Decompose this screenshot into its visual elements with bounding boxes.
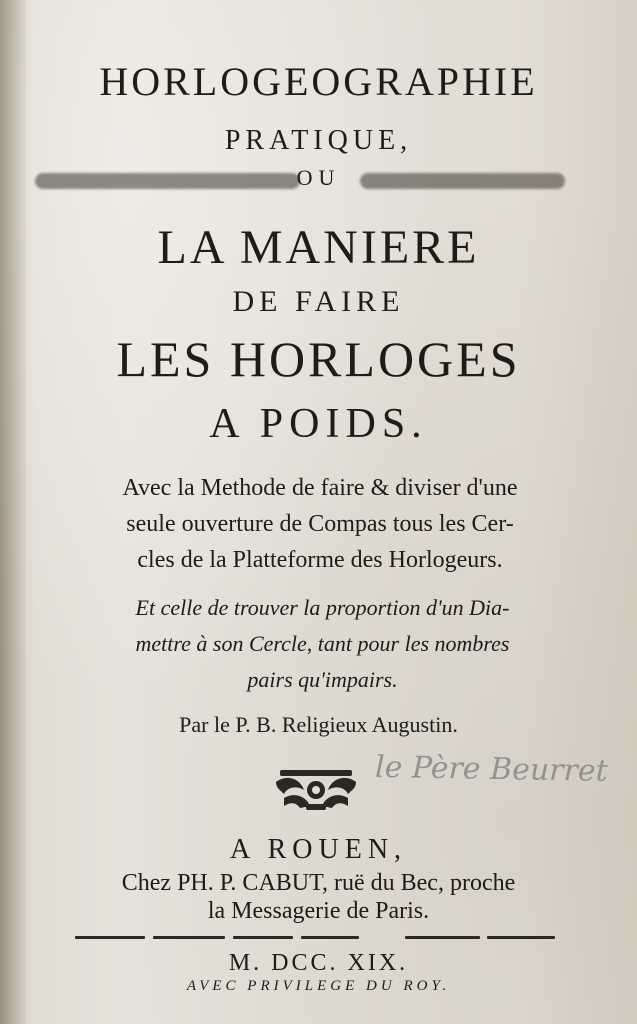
italic-description-line: pairs qu'impairs. <box>247 667 398 692</box>
rule-segment <box>75 936 145 939</box>
description-line: cles de la Platteforme des Horlogeurs. <box>137 547 503 573</box>
imprint-city: A ROUEN, <box>229 834 408 865</box>
description-paragraph <box>50 470 590 578</box>
title-line-1: HORLOGEOGRAPHIE <box>99 59 538 104</box>
rule-segment <box>233 936 293 939</box>
imprint-publisher-line-1: Chez PH. P. CABUT, ruë du Bec, proche <box>121 870 516 896</box>
imprint-publisher-line-2: la Messagerie de Paris. <box>207 898 430 924</box>
title-line-4: LA MANIERE <box>157 221 480 274</box>
description-line: Avec la Methode de faire & diviser d'une <box>122 475 518 501</box>
title-line-6: LES HORLOGES <box>116 331 521 387</box>
publication-date: M. DCC. XIX. <box>228 950 409 976</box>
handwritten-note: le Père Beurret <box>374 749 609 789</box>
description-line: seule ouverture de Compas tous les Cer- <box>126 511 514 537</box>
italic-description-paragraph <box>45 590 600 698</box>
dashed-rule <box>75 936 555 942</box>
rule-segment <box>153 936 225 939</box>
title-line-7: A POIDS. <box>209 401 428 447</box>
printers-ornament-icon <box>270 768 362 812</box>
royal-privilege: AVEC PRIVILEGE DU ROY. <box>186 978 451 994</box>
ou-row <box>0 165 637 195</box>
italic-description-line: mettre à son Cercle, tant pour les nombres <box>135 631 510 656</box>
italic-description-line: Et celle de trouver la proportion d'un Dia- <box>135 595 510 620</box>
title-line-5: DE FAIRE <box>232 285 405 318</box>
title-line-2: PRATIQUE, <box>224 125 413 156</box>
title-line-3: OU <box>296 165 341 190</box>
rule-segment <box>405 936 480 939</box>
rule-segment <box>301 936 359 939</box>
rule-segment <box>487 936 555 939</box>
author-line: Par le P. B. Religieux Augustin. <box>179 712 458 737</box>
